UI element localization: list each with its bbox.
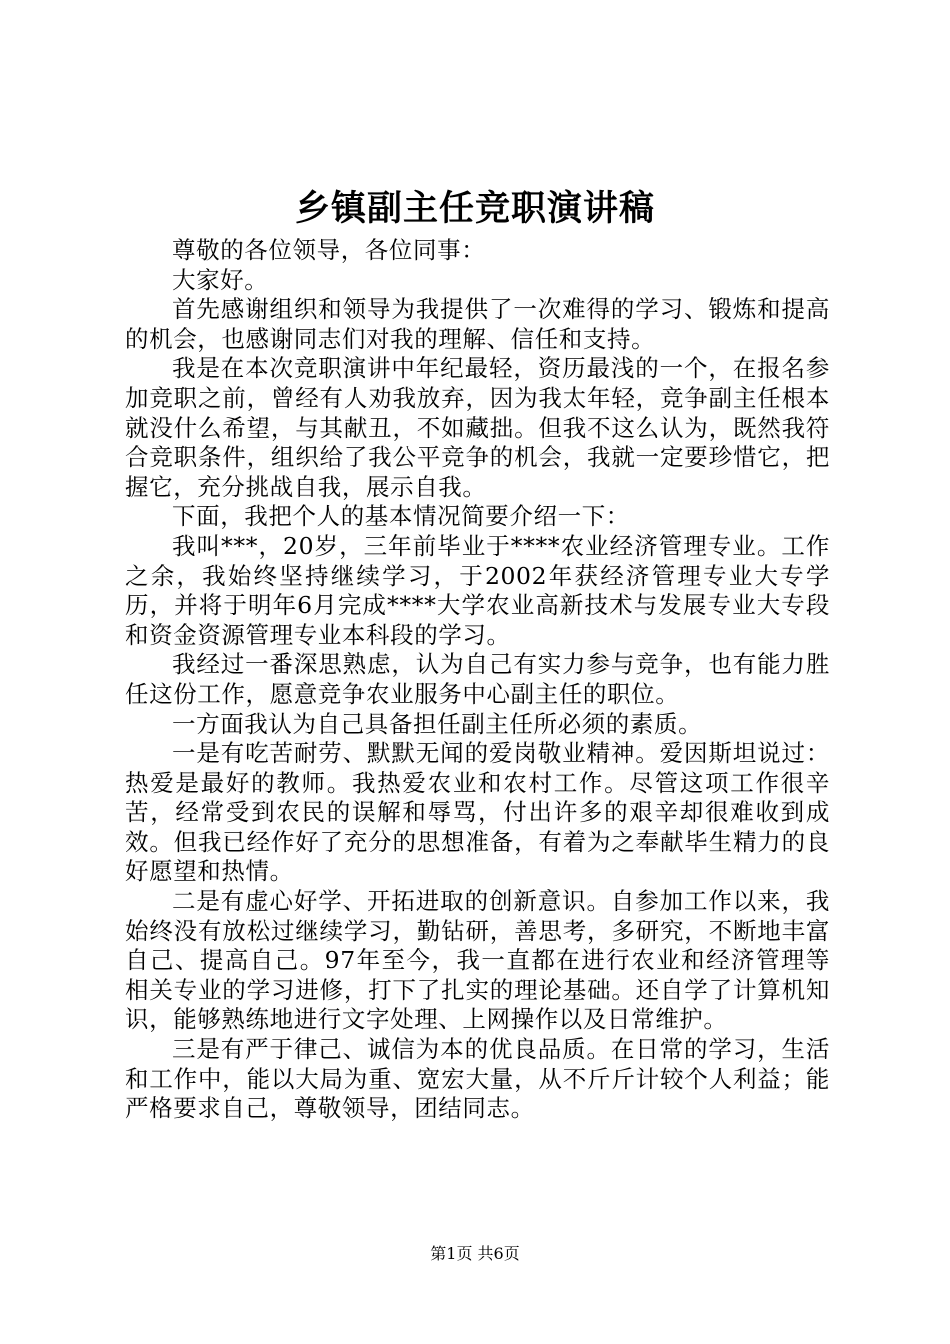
document-body (125, 236, 830, 1124)
paragraph-thanks: 首先感谢组织和领导为我提供了一次难得的学习、锻炼和提高的机会，也感谢同志们对我的理解、信任和支持。 (125, 295, 830, 353)
paragraph-background: 我叫***，20岁，三年前毕业于****农业经济管理专业。工作之余，我始终坚持继续学习，于2002年获经济管理专业大专学历，并将于明年6月完成****大学农业高新技术与发展专业大专段和资金资源管理专业本科段的学习。 (125, 531, 830, 649)
paragraph-greeting: 大家好。 (172, 265, 269, 294)
paragraph-motivation: 我是在本次竞职演讲中年纪最轻，资历最浅的一个，在报名参加竞职之前，曾经有人劝我放弃，因为我太年轻，竞争副主任根本就没什么希望，与其献丑，不如藏拙。但我不这么认为，既然我符合竞职条件，组织给了我公平竞争的机会，我就一定要珍惜它，把握它，充分挑战自我，展示自我。 (125, 354, 830, 501)
paragraph-quality-two: 二是有虚心好学、开拓进取的创新意识。自参加工作以来，我始终没有放松过继续学习，勤钻研，善思考，多研究，不断地丰富自己、提高自己。97年至今，我一直都在进行农业和经济管理等相关专业的学习进修，打下了扎实的理论基础。还自学了计算机知识，能够熟练地进行文字处理、上网操作以及日常维护。 (125, 887, 830, 1034)
paragraph-salutation: 尊敬的各位领导，各位同事： (172, 236, 486, 264)
paragraph-qualities-intro: 一方面我认为自己具备担任副主任所必须的素质。 (172, 709, 703, 738)
document-title: 乡镇副主任竞职演讲稿 (294, 188, 655, 229)
paragraph-quality-one: 一是有吃苦耐劳、默默无闻的爱岗敬业精神。爱因斯坦说过：热爱是最好的教师。我热爱农业和农村工作。尽管这项工作很辛苦，经常受到农民的误解和辱骂，付出许多的艰辛却很难收到成效。但我已经作好了充分的思想准备，有着为之奉献毕生精力的良好愿望和热情。 (125, 739, 830, 886)
paragraph-intro: 下面，我把个人的基本情况简要介绍一下： (172, 502, 630, 531)
page-footer: 第1页 共6页 (430, 1244, 520, 1263)
paragraph-decision: 我经过一番深思熟虑，认为自己有实力参与竞争，也有能力胜任这份工作，愿意竞争农业服务中心副主任的职位。 (125, 650, 830, 708)
paragraph-quality-three: 三是有严于律己、诚信为本的优良品质。在日常的学习，生活和工作中，能以大局为重、宽宏大量，从不斤斤计较个人利益；能严格要求自己，尊敬领导，团结同志。 (125, 1035, 830, 1123)
